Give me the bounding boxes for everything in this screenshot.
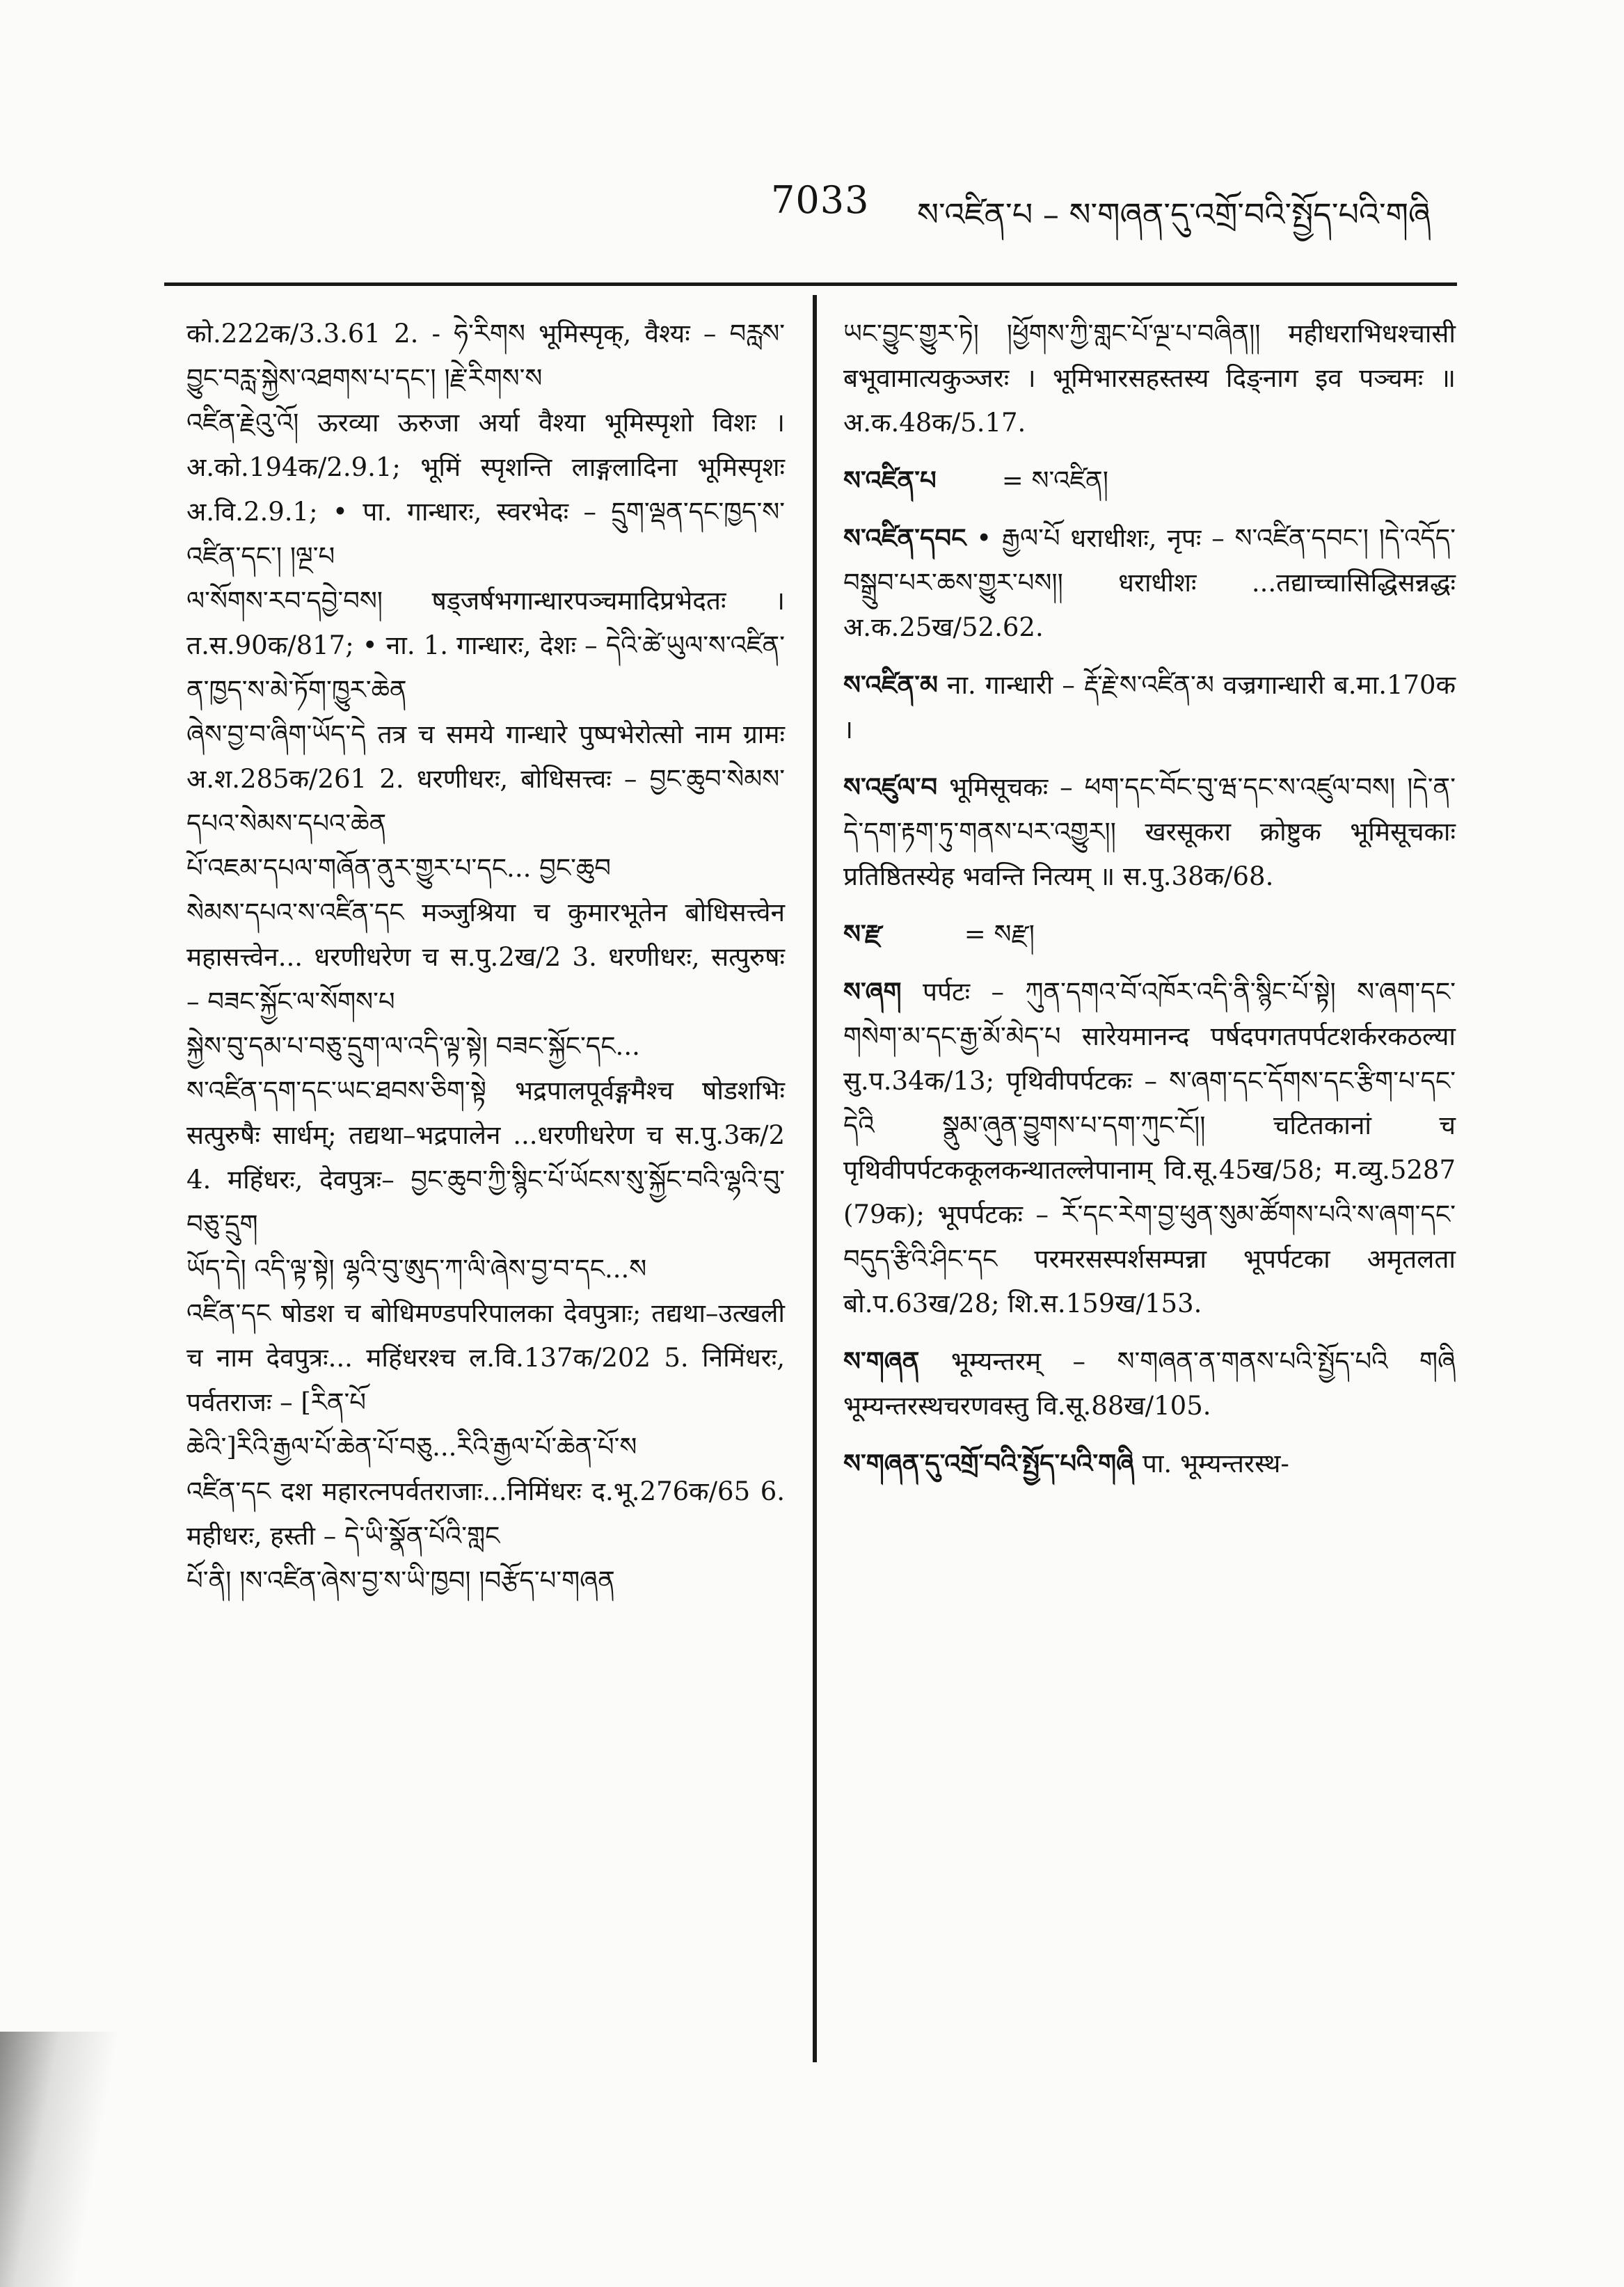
entry-headword: ས་རྫ [843, 918, 883, 949]
entry-body: भूम्यन्तरम् – ས་གཞན་ན་གནས་པའི་སྤྱོད་པའི གཞི भूम्यन्तरस्थचरणवस्तु वि.सू.88ख/105. [843, 1346, 1456, 1421]
text-line: ཆེའི་]རིའི་རྒྱལ་པོ་ཆེན་པོ་བཅུ...རིའི་རྒྱལ་པོ་ཆེན་པོ་ས [186, 1432, 637, 1462]
text-line: को.222क/3.3.61 2. - ཧེ་རིགས भूमिस्पृक्, वैश्यः – བརླས་བྱུང་བརླ་སྐྱེས་འཐགས་པ་དང་། །རྗེ་རིགས་ས [186, 319, 785, 393]
dictionary-entry [843, 458, 1456, 503]
text-line: ས་འཛིན་དག་དང་ཡང་ཐབས་ཅིག་སྟེ भद्रपालपूर्वङ्गमैश्च षोडशभिः सत्पुरुषैः सार्धम्; तद्यथा–भद्रपालेन ...धरणीधरेण च स.पु.3क/2 4. महिंधरः, देवपुत्रः– བྱང་ཆུབ་ཀྱི་སྙིང་པོ་ཡོངས་སུ་སྐྱོང་བའི་ལྷའི་བུ་བཅུ་དྲུག [186, 1076, 785, 1239]
text-line: པོ་ནི། །ས་འཛིན་ཞེས་བྱ་ས་ཡི་ཁྱབ། །བརྩོད་པ་གཞན [186, 1565, 615, 1595]
text-line: པོ་འཇམ་དཔལ་གཞོན་ནུར་གྱུར་པ་དང... བྱང་ཆུབ [186, 853, 611, 883]
dictionary-entry [843, 1339, 1456, 1428]
scan-edge-shadow [0, 2032, 125, 2287]
entry-headword: ས་འཛིན་པ [843, 465, 937, 495]
running-head: ས་འཛིན་པ – ས་གཞན་དུ་འགྲོ་བའི་སྤྱོད་པའི་གཞི [917, 196, 1431, 233]
entry-headword: ས་འཛིན་མ [843, 669, 938, 700]
entry-headword: ས་གཞན [843, 1346, 920, 1376]
dictionary-entry [843, 312, 1456, 445]
page-header [0, 0, 1624, 278]
text-line: འཛིན་རྗེའུ་འོ། ऊरव्या ऊरुजा अर्या वैश्या भूमिस्पृशो विशः । अ.को.194क/2.9.1; भूमिं स्पृशन्ति लाङ्गलादिना भूमिस्पृशः अ.वि.2.9.1; • पा. गान्धारः, स्वरभेदः – དྲུག་ལྡན་དང་ཁྱད་ས་འཛིན་དང་། །ལྔ་པ [186, 408, 785, 571]
text-line: སེམས་དཔའ་ས་འཛིན་དང मञ्जुश्रिया च कुमारभूतेन बोधिसत्त्वेन महासत्त्वेन... धरणीधरेण च स.पु.2ख/2 3. धरणीधरः, सत्पुरुषः – བཟང་སྐྱོང་ལ་སོགས་པ [186, 898, 785, 1017]
column-divider [813, 295, 817, 2062]
text-line: ཞེས་བྱ་བ་ཞིག་ཡོད་དེ तत्र च समये गान्धारे पुष्पभेरोत्सो नाम ग्रामः अ.श.285क/261 2. धरणीधरः, बोधिसत्त्वः – བྱང་ཆུབ་སེམས་དཔའ་སེམས་དཔའ་ཆེན [186, 719, 785, 838]
dictionary-entry [843, 765, 1456, 899]
right-column [843, 312, 1456, 1499]
entry-body: पर्पटः – ཀུན་དགའ་བོ་འཁོར་འདི་ནི་སྙིང་པོ་སྟེ། ས་ཞག་དང་གསེག་མ་དང་རྒྱ་མོ་མེད་པ सारेयमानन्द पर्षदपगतपर्पटशर्करकठल्या सु.प.34क/13; पृथिवीपर्पटकः – ས་ཞག་དང་དོགས་དང་རྩིག་པ་དང་དེའི སྣུམ་ཞུན་བྱུགས་པ་དག་ཀུང་ངོ།། चटितकानां च पृथिवीपर्पटककूलकन्थातल्लेपानाम् वि.सू.45ख/58; म.व्यु.5287 (79क); भूपर्पटकः – རོ་དང་རེག་བྱ་ཕུན་སུམ་ཚོགས་པའི་ས་ཞག་དང་བདུད་རྩིའི་ཤིང་དང परमरसस्पर्शसम्पन्ना भूपर्पटका अमृतलता बो.प.63ख/28; शि.स.159ख/153. [843, 977, 1456, 1318]
dictionary-entry [843, 1441, 1456, 1486]
text-line: འཛིན་དང दश महारत्नपर्वतराजाः...निमिंधरः द.भू.276क/65 6. महीधरः, हस्ती – དེ་ཡི་སྣོན་པོའི་གླང [186, 1476, 785, 1551]
entry-body: ཡང་བྱུང་གྱུར་ཏེ། །ཕྱོགས་ཀྱི་གླང་པོ་ལྔ་པ་བཞིན།། महीधराभिधश्चासी बभूवामात्यकुञ्जरः । भूमिभारसहस्तस्य दिङ्नाग इव पञ्चमः ॥ अ.क.48क/5.17. [843, 319, 1456, 438]
entry-headword: ས་གཞན་དུ་འགྲོ་བའི་སྤྱོད་པའི་གཞི [843, 1448, 1135, 1479]
page-number: 7033 [771, 178, 870, 222]
text-line: སྐྱེས་བུ་དམ་པ་བཅུ་དྲུག་ལ་འདི་ལྟ་སྟེ། བཟང་སྐྱོང་དང... [186, 1031, 640, 1061]
dictionary-entry [843, 969, 1456, 1326]
entry-body: पा. भूम्यन्तरस्थ- [1142, 1449, 1289, 1479]
header-rule [164, 282, 1457, 286]
dictionary-entry [843, 662, 1456, 752]
text-line: འཛིན་དང षोडश च बोधिमण्डपरिपालका देवपुत्राः; तद्यथा–उत्खली च नाम देवपुत्रः... महिंधरश्च ल.वि.137क/202 5. निमिंधरः, पर्वतराजः – [རིན་པོ [186, 1298, 785, 1417]
entry-body: भूमिसूचकः – ཕག་དང་བོང་བུ་ཝ་དང་ས་འཛུལ་བས། །དེ་ན་དེ་དག་རྟག་ཏུ་གནས་པར་འགྱུར།། खरसूकरा क्रोष्टुक भूमिसूचकाः प्रतिष्ठितस्येह भवन्ति नित्यम् ॥ स.पु.38क/68. [843, 772, 1456, 891]
entry-body: = ས་འཛིན། [1001, 465, 1108, 495]
entry-body: ना. गान्धारी – རྡོ་རྗེ་ས་འཛིན་མ वज्रगान्धारी ब.मा.170क । [843, 670, 1456, 744]
entry-body: = སརྫ། [964, 919, 1035, 949]
left-column [186, 312, 785, 1603]
dictionary-entry [843, 516, 1456, 650]
entry-body: • རྒྱལ་པོ धराधीशः, नृपः – ས་འཛིན་དབང་། །དེ་འདོད་བསྒྲུབ་པར་ཆས་གྱུར་པས།། धराधीशः ...तद्याच्चासिद्धिसन्नद्धः अ.क.25ख/52.62. [843, 523, 1456, 642]
entry-headword: ས་འཛུལ་བ [843, 772, 938, 802]
text-line: ཡོད་དེ། འདི་ལྟ་སྟེ། ལྷའི་བུ་ཨུད་ཀ་ལི་ཞེས་བྱ་བ་དང...ས [186, 1254, 647, 1284]
text-line: ལ་སོགས་རབ་དབྱེ་བས། षड्जर्षभगान्धारपञ्चमादिप्रभेदतः । त.स.90क/817; • ना. 1. गान्धारः, देशः – དེའི་ཚེ་ཡུལ་ས་འཛིན་ན་ཁྱད་ས་མེ་ཏོག་ཁྱུར་ཆེན [186, 586, 785, 705]
dictionary-entry [843, 911, 1456, 957]
entry-headword: ས་འཛིན་དབང [843, 523, 966, 553]
entry-headword: ས་ཞག [843, 976, 902, 1007]
